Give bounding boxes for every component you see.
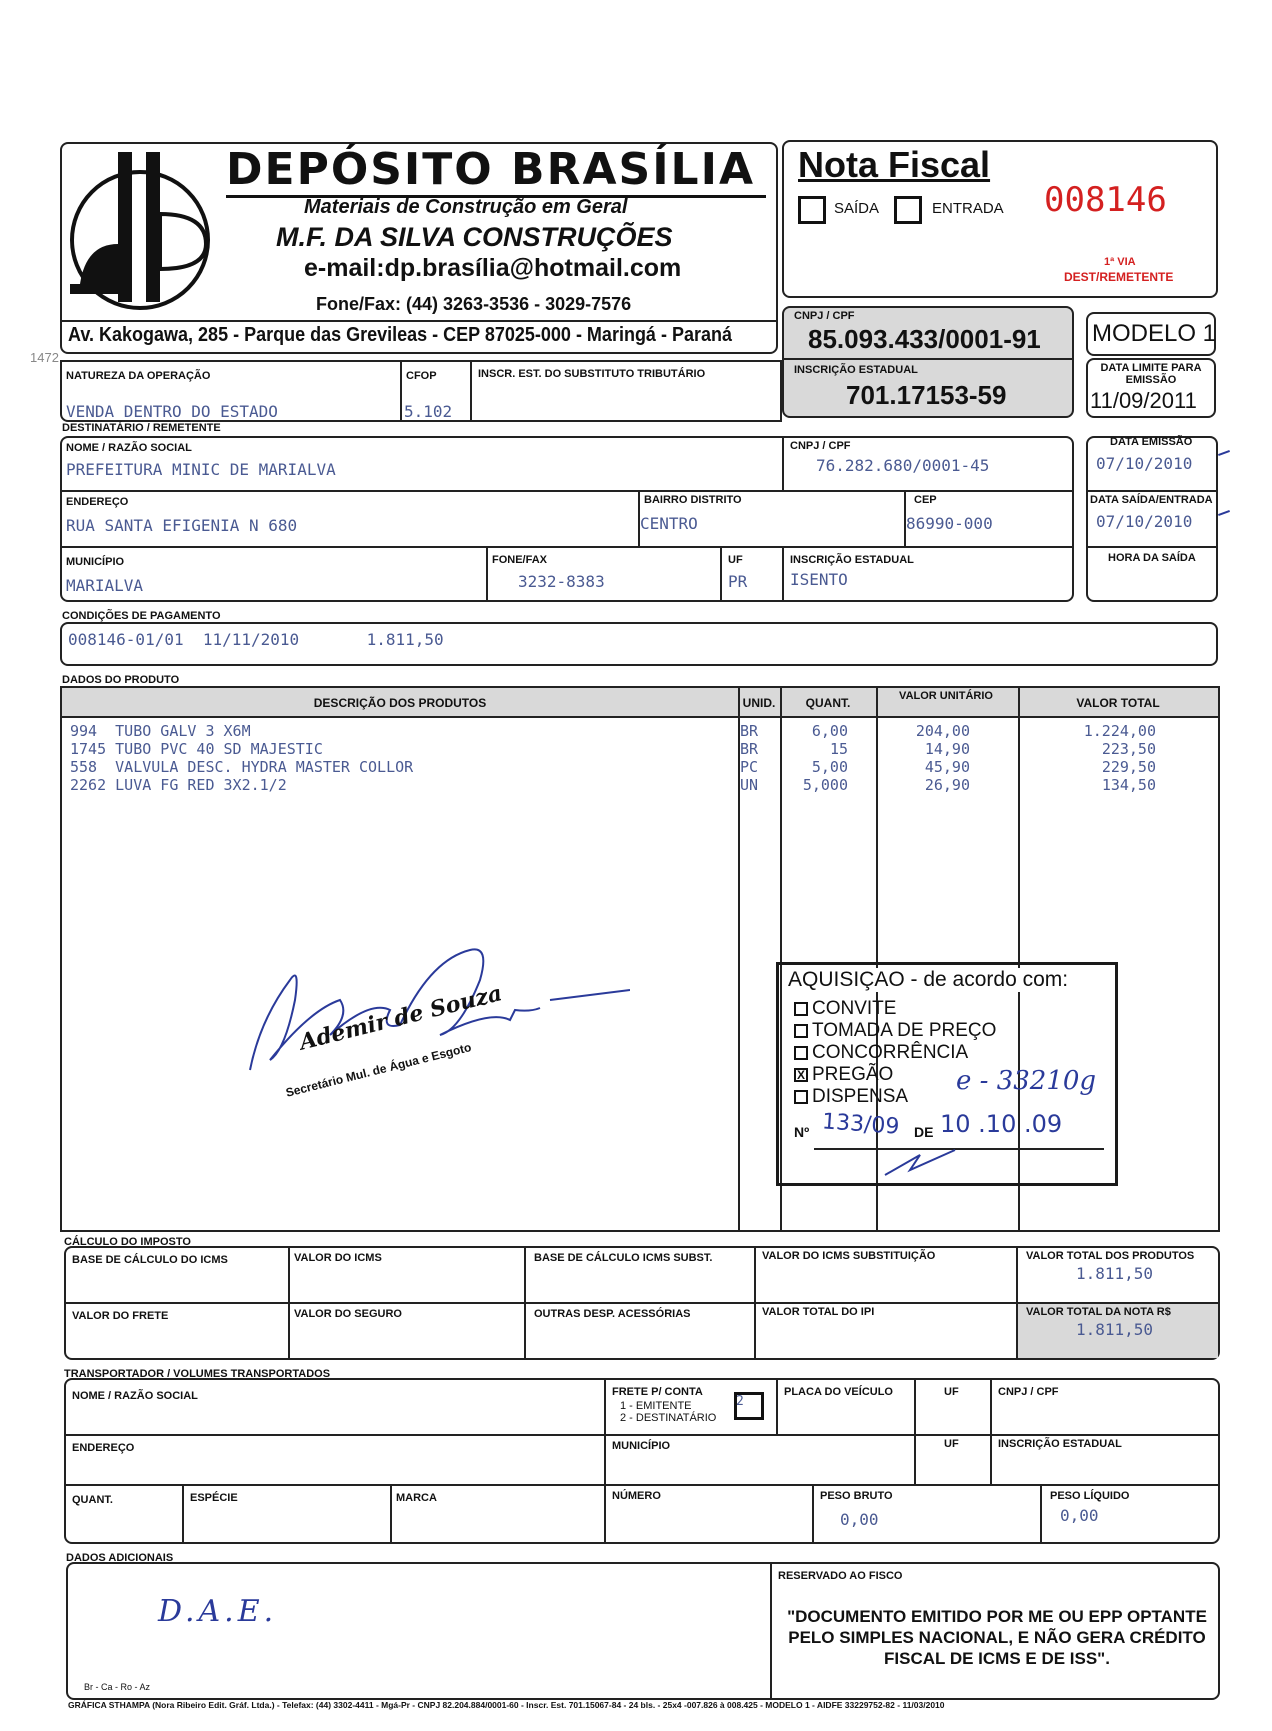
aquisicao-option-checkbox[interactable] xyxy=(794,1024,808,1038)
destinatario-section: DESTINATÁRIO / REMETENTE xyxy=(62,422,221,434)
company-address: Av. Kakogawa, 285 - Parque das Grevileas - CEP 87025-000 - Maringá - Paraná xyxy=(68,324,732,346)
footer-printer-info: GRÁFICA STHAMPA (Nora Ribeiro Edit. Gráf. Ltda.) - Telefax: (44) 3302-4411 - Mgá-Pr - CNPJ 82.204.884/0001-60 - Inscr. Est. 701.15067-84 - 24 bls. - 25x4 -007.826 à 008.425 - MODELO 1 - AIDFE 33229752-82 - 11/03/2010 xyxy=(68,1700,945,1710)
company-email: e-mail:dp.brasília@hotmail.com xyxy=(304,254,682,282)
total-produtos-label: VALOR TOTAL DOS PRODUTOS xyxy=(1026,1250,1195,1262)
dest-endereco-value: RUA SANTA EFIGENIA N 680 xyxy=(66,516,298,535)
imposto-section: CÁLCULO DO IMPOSTO xyxy=(64,1236,191,1248)
subst-label: INSCR. EST. DO SUBSTITUTO TRIBUTÁRIO xyxy=(478,368,706,380)
ipi-label: VALOR TOTAL DO IPI xyxy=(762,1306,875,1318)
company-legal-name: M.F. DA SILVA CONSTRUÇÕES xyxy=(276,222,673,252)
data-emissao-value: 07/10/2010 xyxy=(1096,454,1193,473)
total-produtos-value: 1.811,50 xyxy=(1076,1264,1154,1283)
header-quant: QUANT. xyxy=(805,696,851,710)
aquisicao-de-value: 10 .10 .09 xyxy=(940,1110,1063,1138)
numero-label: NÚMERO xyxy=(612,1490,661,1502)
aquisicao-title: AQUISIÇAO - de acordo com: xyxy=(788,968,1069,991)
aquisicao-de-label: DE xyxy=(914,1124,934,1140)
aquisicao-no-label: Nº xyxy=(794,1124,810,1140)
entrada-checkbox[interactable] xyxy=(894,196,922,224)
data-saida-value: 07/10/2010 xyxy=(1096,512,1193,531)
quant-label: QUANT. xyxy=(72,1494,113,1506)
dest-cnpj-label: CNPJ / CPF xyxy=(790,440,851,452)
dest-nome-value: PREFEITURA MINIC DE MARIALVA xyxy=(66,460,336,479)
frete-emitente-label: 1 - EMITENTE xyxy=(620,1400,692,1412)
via-label: 1ª VIA xyxy=(1104,256,1136,268)
aquisicao-option-label: PREGÃO xyxy=(812,1064,894,1085)
marca-label: MARCA xyxy=(396,1492,437,1504)
produto-unid: PC xyxy=(740,758,759,776)
adicionais-small: Br - Ca - Ro - Az xyxy=(84,1682,151,1692)
dest-cep-label: CEP xyxy=(914,494,937,506)
produto-total: 1.224,00 xyxy=(1083,722,1156,740)
header-valor-total: VALOR TOTAL xyxy=(1076,696,1160,710)
nota-fiscal-title: Nota Fiscal xyxy=(798,144,991,185)
aquisicao-handwritten: e - 33210g xyxy=(956,1066,1097,1096)
aquisicao-option-checkbox[interactable] xyxy=(794,1046,808,1060)
peso-bruto-label: PESO BRUTO xyxy=(820,1490,893,1502)
produto-unid: UN xyxy=(740,776,759,794)
dest-fone-label: FONE/FAX xyxy=(492,554,548,566)
stamp-name: Ademir de Souza xyxy=(296,980,505,1056)
produto-quant: 6,00 xyxy=(811,722,848,740)
company-name: DEPÓSITO BRASÍLIA xyxy=(226,144,766,198)
transp-municipio-label: MUNICÍPIO xyxy=(612,1440,671,1452)
transportador-section: TRANSPORTADOR / VOLUMES TRANSPORTADOS xyxy=(64,1368,331,1380)
data-limite-label: DATA LIMITE PARA EMISSÃO xyxy=(1100,362,1202,386)
valor-subst-label: VALOR DO ICMS SUBSTITUIÇÃO xyxy=(762,1250,936,1262)
aquisicao-option-label: DISPENSA xyxy=(812,1086,909,1107)
saida-checkbox[interactable] xyxy=(798,196,826,224)
dest-bairro-label: BAIRRO DISTRITO xyxy=(644,494,742,506)
natureza-value: VENDA DENTRO DO ESTADO xyxy=(66,402,278,421)
dest-ie-label: INSCRIÇÃO ESTADUAL xyxy=(790,554,914,566)
hora-saida-label: HORA DA SAÍDA xyxy=(1108,552,1196,564)
dest-uf-value: PR xyxy=(728,572,748,591)
cnpj-label: CNPJ / CPF xyxy=(794,310,855,322)
aquisicao-option-label: CONVITE xyxy=(812,998,897,1019)
produto-unid: BR xyxy=(740,740,759,758)
natureza-label: NATUREZA DA OPERAÇÃO xyxy=(66,370,211,382)
header-descricao: DESCRIÇÃO DOS PRODUTOS xyxy=(313,696,487,710)
data-emissao-label: DATA EMISSÃO xyxy=(1110,436,1193,448)
transp-uf-label: UF xyxy=(944,1386,959,1398)
header-unid: UNID. xyxy=(742,696,776,710)
frete-label: VALOR DO FRETE xyxy=(72,1310,169,1322)
peso-liquido-label: PESO LÍQUIDO xyxy=(1050,1490,1130,1502)
total-nota-label: VALOR TOTAL DA NOTA R$ xyxy=(1026,1306,1171,1318)
aquisicao-option-checkbox[interactable]: X xyxy=(794,1068,808,1082)
pagamento-value: 008146-01/01 11/11/2010 1.811,50 xyxy=(68,630,444,649)
reservado-fisco-label: RESERVADO AO FISCO xyxy=(778,1570,903,1582)
transp-endereco-label: ENDEREÇO xyxy=(72,1442,135,1454)
aquisicao-option-label: CONCORRÊNCIA xyxy=(812,1042,969,1063)
entrada-label: ENTRADA xyxy=(932,200,1004,217)
base-icms-label: BASE DE CÁLCULO DO ICMS xyxy=(72,1254,228,1266)
valor-icms-label: VALOR DO ICMS xyxy=(294,1252,382,1264)
produto-total: 134,50 xyxy=(1101,776,1156,794)
produto-unid: BR xyxy=(740,722,759,740)
produto-quant: 5,000 xyxy=(802,776,848,794)
ie-label: INSCRIÇÃO ESTADUAL xyxy=(794,364,918,376)
dest-municipio-value: MARIALVA xyxy=(66,576,144,595)
emitente-cnpj: 85.093.433/0001-91 xyxy=(808,324,1041,354)
data-limite-value: 11/09/2011 xyxy=(1090,388,1197,413)
dest-nome-label: NOME / RAZÃO SOCIAL xyxy=(66,442,192,454)
transp-cnpj-label: CNPJ / CPF xyxy=(998,1386,1059,1398)
emitente-ie: 701.17153-59 xyxy=(846,380,1007,410)
dest-cnpj-value: 76.282.680/0001-45 xyxy=(816,456,990,475)
peso-liquido-value: 0,00 xyxy=(1060,1506,1099,1525)
adicionais-section: DADOS ADICIONAIS xyxy=(66,1552,174,1564)
frete-destinatario-label: 2 - DESTINATÁRIO xyxy=(620,1412,717,1424)
produto-quant: 5,00 xyxy=(811,758,848,776)
produto-desc: 1745 TUBO PVC 40 SD MAJESTIC xyxy=(70,740,323,758)
outras-label: OUTRAS DESP. ACESSÓRIAS xyxy=(534,1308,691,1320)
simples-nacional-notice: "DOCUMENTO EMITIDO POR ME OU EPP OPTANTE PELO SIMPLES NACIONAL, E NÃO GERA CRÉDITO FISCAL DE ICMS E DE ISS". xyxy=(787,1607,1207,1668)
aquisicao-option-checkbox[interactable] xyxy=(794,1002,808,1016)
dest-bairro-value: CENTRO xyxy=(640,514,698,533)
cfop-label: CFOP xyxy=(406,370,437,382)
dest-cep-value: 86990-000 xyxy=(906,514,993,533)
margin-note: 1472 xyxy=(30,350,59,365)
aquisicao-option-checkbox[interactable] xyxy=(794,1090,808,1104)
produto-unit: 204,00 xyxy=(915,722,970,740)
placa-label: PLACA DO VEÍCULO xyxy=(784,1386,893,1398)
dest-label: DEST/REMETENTE xyxy=(1064,270,1174,284)
produto-desc: 2262 LUVA FG RED 3X2.1/2 xyxy=(70,776,287,794)
total-nota-value: 1.811,50 xyxy=(1076,1320,1154,1339)
produto-unit: 14,90 xyxy=(924,740,970,758)
dest-ie-value: ISENTO xyxy=(790,570,848,589)
peso-bruto-value: 0,00 xyxy=(840,1510,879,1529)
cfop-value: 5.102 xyxy=(404,402,453,421)
transp-nome-label: NOME / RAZÃO SOCIAL xyxy=(72,1390,198,1402)
adicionais-handwritten: D.A.E. xyxy=(158,1594,278,1629)
transp-uf2-label: UF xyxy=(944,1438,959,1450)
pagamento-section: CONDIÇÕES DE PAGAMENTO xyxy=(62,610,221,622)
especie-label: ESPÉCIE xyxy=(190,1492,238,1504)
nota-number: 008146 xyxy=(1044,180,1167,220)
company-phone: Fone/Fax: (44) 3263-3536 - 3029-7576 xyxy=(316,294,632,314)
company-tagline: Materiais de Construção em Geral xyxy=(304,196,628,218)
saida-label: SAÍDA xyxy=(834,200,880,217)
base-subst-label: BASE DE CÁLCULO ICMS SUBST. xyxy=(534,1252,713,1264)
transp-ie-label: INSCRIÇÃO ESTADUAL xyxy=(998,1438,1122,1450)
modelo-label: MODELO 1 xyxy=(1092,320,1217,347)
dest-fone-value: 3232-8383 xyxy=(518,572,605,591)
header-valor-unit: VALOR UNITÁRIO xyxy=(899,690,993,702)
produto-unit: 26,90 xyxy=(924,776,970,794)
frete-conta-value: 2 xyxy=(736,1394,744,1409)
produto-quant: 15 xyxy=(829,740,848,758)
dest-uf-label: UF xyxy=(728,554,743,566)
stamp-role: Secretário Mul. de Água e Esgoto xyxy=(284,1040,473,1100)
produtos-section: DADOS DO PRODUTO xyxy=(62,674,180,686)
produto-unit: 45,90 xyxy=(924,758,970,776)
produto-desc: 558 VALVULA DESC. HYDRA MASTER COLLOR xyxy=(70,758,414,776)
aquisicao-initials xyxy=(880,1140,960,1185)
aquisicao-no-value: 133/09 xyxy=(821,1109,901,1140)
company-logo xyxy=(66,144,214,314)
produto-total: 229,50 xyxy=(1101,758,1156,776)
dest-municipio-label: MUNICÍPIO xyxy=(66,556,125,568)
produto-total: 223,50 xyxy=(1101,740,1156,758)
seguro-label: VALOR DO SEGURO xyxy=(294,1308,402,1320)
dest-endereco-label: ENDEREÇO xyxy=(66,496,129,508)
frete-conta-label: FRETE P/ CONTA xyxy=(612,1386,703,1398)
aquisicao-option-label: TOMADA DE PREÇO xyxy=(812,1020,997,1041)
data-saida-label: DATA SAÍDA/ENTRADA xyxy=(1090,494,1213,506)
produto-desc: 994 TUBO GALV 3 X6M xyxy=(70,722,251,740)
